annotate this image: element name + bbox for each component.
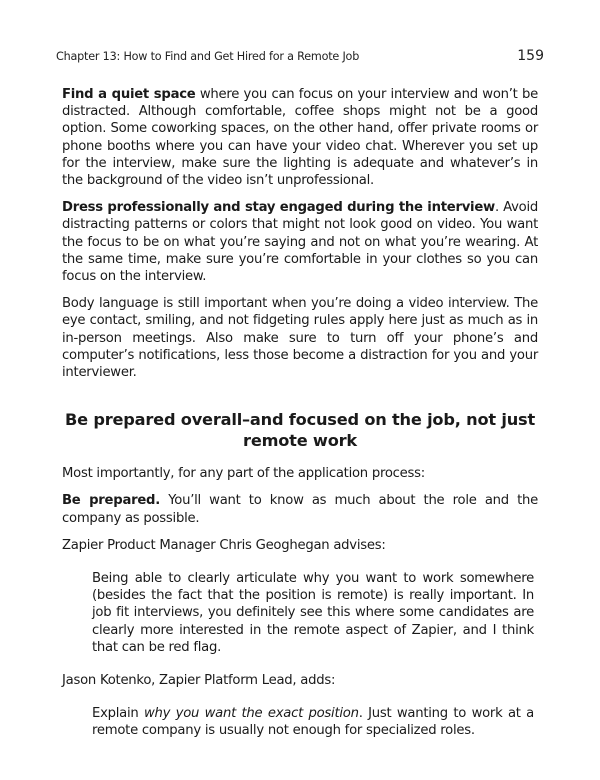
- page-header: [56, 48, 544, 68]
- paragraph-most-importantly: Most importantly, for any part of the application process:: [62, 466, 425, 482]
- paragraph-attribution-jason: Jason Kotenko, Zapier Platform Lead, adds:: [62, 673, 336, 689]
- lead-in-bold: Be prepared.: [62, 493, 160, 509]
- lead-in-bold: Find a quiet space: [62, 87, 196, 102]
- section-heading: Be prepared overall–and focused on the job, not just remote work: [64, 410, 535, 451]
- paragraph-attribution-chris: Zapier Product Manager Chris Geoghegan advises:: [62, 537, 386, 553]
- blockquote-chris: [92, 570, 534, 656]
- paragraph-body-language: Body language is still important when you’re doing a video interview. The eye contact, smiling, and not fidgeting rules apply here just as much as in in-person meetings. Also make sure to turn off your phone’s and computer’s notifications, less those become a distraction for you and your interviewer.: [62, 296, 538, 381]
- running-head: Chapter 13: How to Find and Get Hired for a Remote Job: [56, 50, 360, 63]
- paragraph-quiet-space: Find a quiet space where you can focus on your interview and won’t be distracted. Although comfortable, coffee shops might not be a good option. Some coworking spaces, on the other hand, offer private rooms or phone booths where you can have your video chat. Wherever you set up for the interview, make sure the lighting is adequate and whatever’s in the background of the video isn’t unprofessional.: [62, 87, 538, 189]
- paragraph-be-prepared: Be prepared. You’ll want to know as much about the role and the company as possible.: [62, 493, 539, 526]
- blockquote-jason: [92, 705, 534, 739]
- quote-text: Explain why you want the exact position. Just wanting to work at a remote company is usually not enough for specialized roles.: [92, 706, 534, 739]
- emphasis-italic: why you want the exact position: [144, 706, 359, 722]
- page-number: 159: [517, 48, 544, 64]
- paragraph-dress: Dress professionally and stay engaged during the interview. Avoid distracting patterns or colors that might not look good on video. You want the focus to be on what you’re saying and not on what you’re wearing. At the same time, make sure you’re comfortable in your clothes so you can focus on the interview.: [62, 200, 538, 285]
- quote-text: Being able to clearly articulate why you want to work somewhere (besides the fact that the position is remote) is really important. In job fit interviews, you definitely see this where some candidates are clearly more interested in the remote aspect of Zapier, and I think that can be red flag.: [92, 571, 534, 655]
- page-body: [62, 86, 538, 756]
- lead-in-bold: Dress professionally and stay engaged during the interview: [62, 200, 495, 216]
